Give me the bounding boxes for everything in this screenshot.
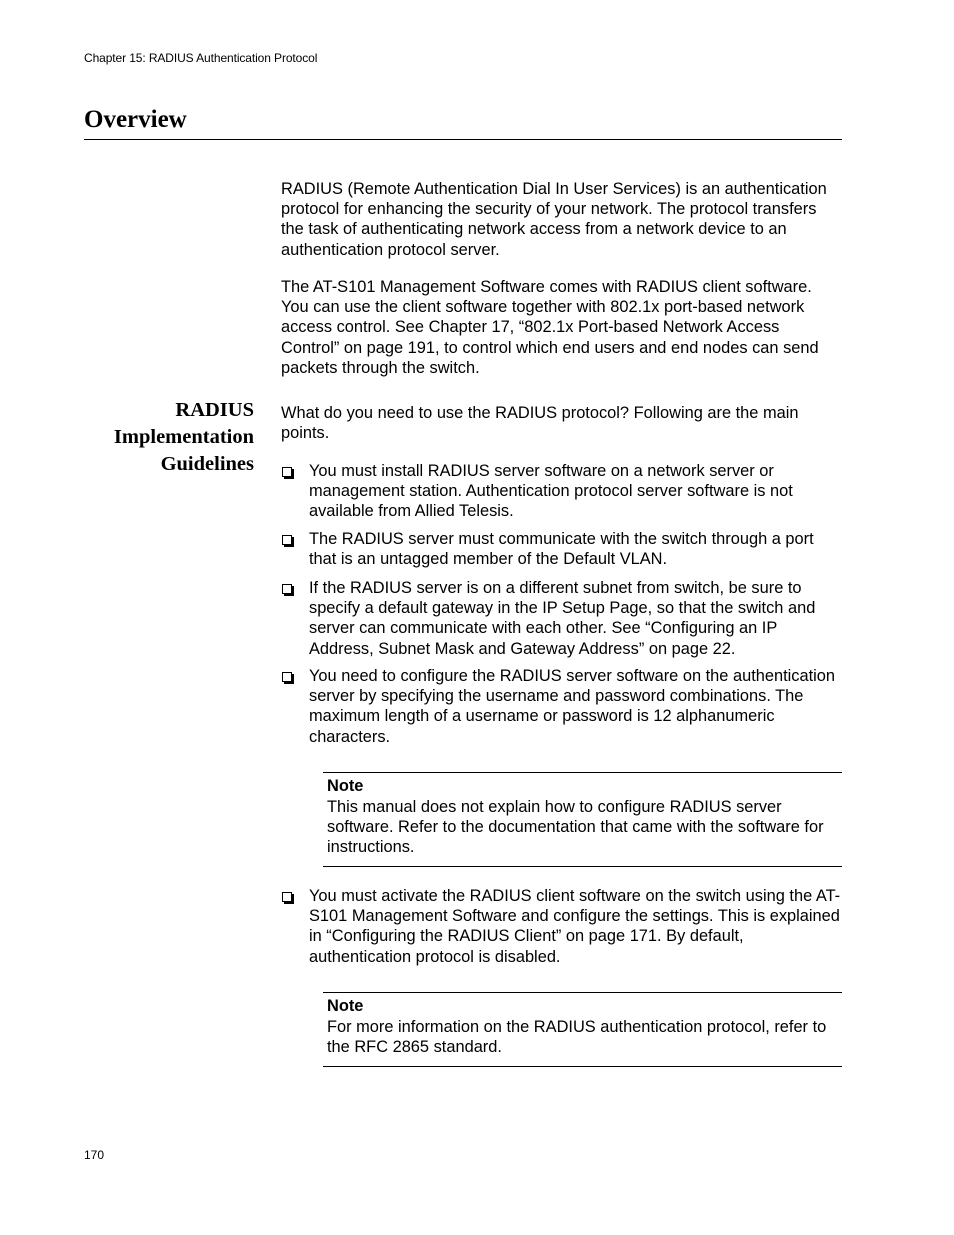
note-text: For more information on the RADIUS authentication protocol, refer to the RFC 2865 standard. xyxy=(327,1018,827,1057)
intro-paragraph: The AT-S101 Management Software comes with RADIUS client software. You can use the client software together with 802.1x port-based network access control. See Chapter 17, “802.1x Port-based Network Access Control” on page 191, to control which end users and end nodes can send packets through the switch. xyxy=(281,278,819,377)
note-box xyxy=(323,992,842,1067)
list-item-text: You must install RADIUS server software on a network server or management station. Authentication protocol server software is not available from Allied Telesis. xyxy=(309,462,793,521)
note-label: Note xyxy=(327,777,364,795)
side-heading-line: RADIUS xyxy=(175,399,254,421)
checkbox-bullet-icon xyxy=(282,584,292,594)
checkbox-bullet-icon xyxy=(282,672,292,682)
list-item-text: The RADIUS server must communicate with the switch through a port that is an untagged member of the Default VLAN. xyxy=(309,530,814,569)
side-heading-line: Implementation xyxy=(113,426,254,448)
title-rule xyxy=(84,139,842,140)
list-item-text: If the RADIUS server is on a different subnet from switch, be sure to specify a default gateway in the IP Setup Page, so that the switch and server can communicate with each other. See “Configuring an IP Address, Subnet Mask and Gateway Address” on page 22. xyxy=(309,579,816,658)
running-header: Chapter 15: RADIUS Authentication Protocol xyxy=(84,51,318,65)
checkbox-bullet-icon xyxy=(282,535,292,545)
guidelines-intro: What do you need to use the RADIUS protocol? Following are the main points. xyxy=(281,404,799,443)
note-box xyxy=(323,772,842,867)
side-heading xyxy=(84,397,254,478)
list-item-text: You must activate the RADIUS client software on the switch using the AT-S101 Management Software and configure the settings. This is explained in “Configuring the RADIUS Client” on page 171. By default, authentication protocol is disabled. xyxy=(309,887,841,966)
side-heading-line: Guidelines xyxy=(160,453,254,475)
checkbox-bullet-icon xyxy=(282,467,292,477)
list-item-text: You need to configure the RADIUS server software on the authentication server by specifying the username and password combinations. The maximum length of a username or password is 12 alphanumeric characters. xyxy=(309,667,836,746)
note-text: This manual does not explain how to configure RADIUS server software. Refer to the documentation that came with the software for instructions. xyxy=(327,798,824,857)
note-label: Note xyxy=(327,997,364,1015)
checkbox-bullet-icon xyxy=(282,892,292,902)
page-number: 170 xyxy=(84,1148,105,1162)
intro-paragraph: RADIUS (Remote Authentication Dial In User Services) is an authentication protocol for enhancing the security of your network. The protocol transfers the task of authenticating network access from a network device to an authentication protocol server. xyxy=(281,180,827,259)
page-title: Overview xyxy=(84,106,187,133)
